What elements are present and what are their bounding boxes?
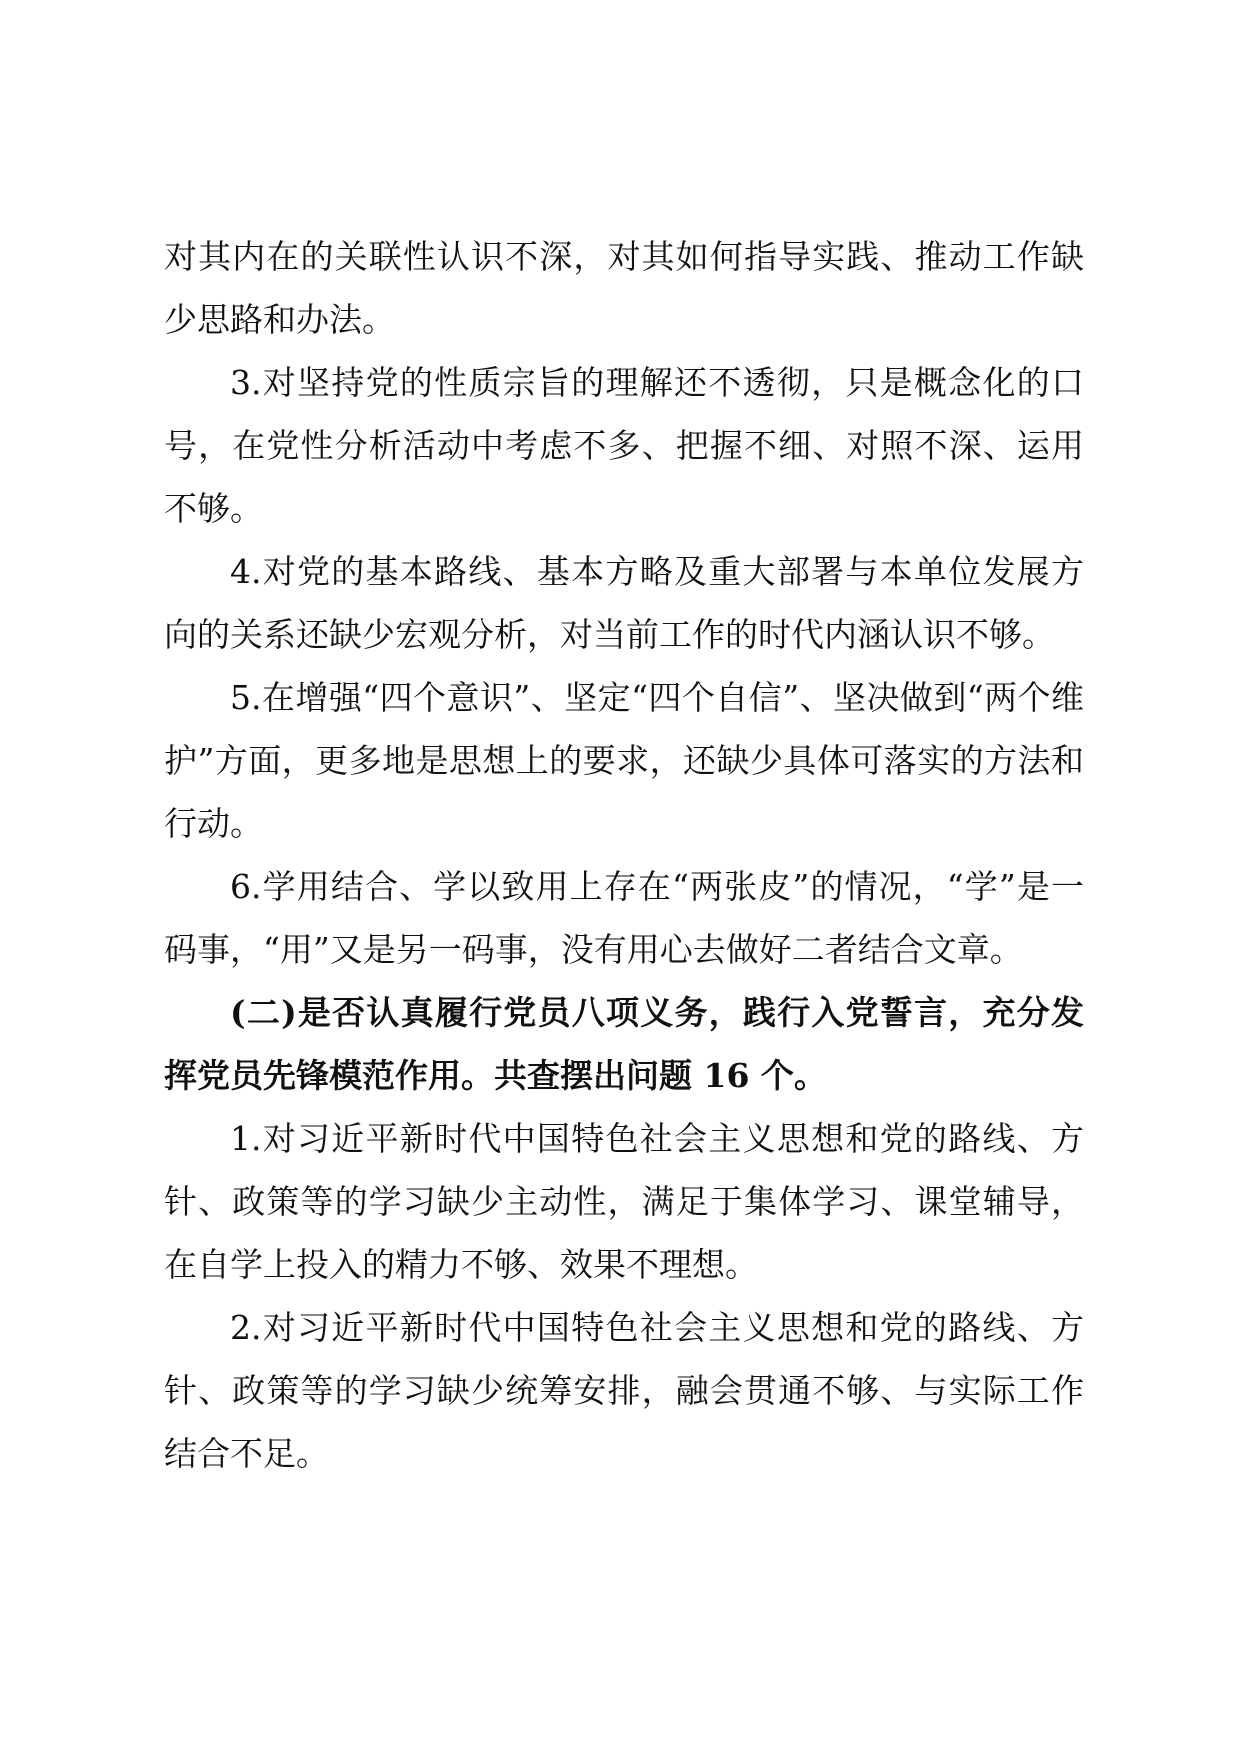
paragraph-item-2: 2.对习近平新时代中国特色社会主义思想和党的路线、方针、政策等的学习缺少统筹安排，融会贯通不够、与实际工作结合不足。 <box>164 1308 1084 1473</box>
paragraph-item-6: 6.学用结合、学以致用上存在“两张皮”的情况，“学”是一码事，“用”又是另一码事，没有用心去做好二者结合文章。 <box>164 867 1084 969</box>
paragraph-item-5: 5.在增强“四个意识”、坚定“四个自信”、坚决做到“两个维护”方面，更多地是思想上的要求，还缺少具体可落实的方法和行动。 <box>164 678 1084 843</box>
document-body <box>164 225 1084 1485</box>
section-heading-2: (二)是否认真履行党员八项义务，践行入党誓言，充分发挥党员先锋模范作用。共查摆出问题 16 个。 <box>164 993 1084 1095</box>
paragraph-continuation: 对其内在的关联性认识不深，对其如何指导实践、推动工作缺少思路和办法。 <box>164 237 1084 339</box>
paragraph-item-3: 3.对坚持党的性质宗旨的理解还不透彻，只是概念化的口号，在党性分析活动中考虑不多、把握不细、对照不深、运用不够。 <box>164 363 1084 528</box>
paragraph-item-1: 1.对习近平新时代中国特色社会主义思想和党的路线、方针、政策等的学习缺少主动性，满足于集体学习、课堂辅导，在自学上投入的精力不够、效果不理想。 <box>164 1119 1084 1284</box>
paragraph-item-4: 4.对党的基本路线、基本方略及重大部署与本单位发展方向的关系还缺少宏观分析，对当前工作的时代内涵认识不够。 <box>164 552 1084 654</box>
